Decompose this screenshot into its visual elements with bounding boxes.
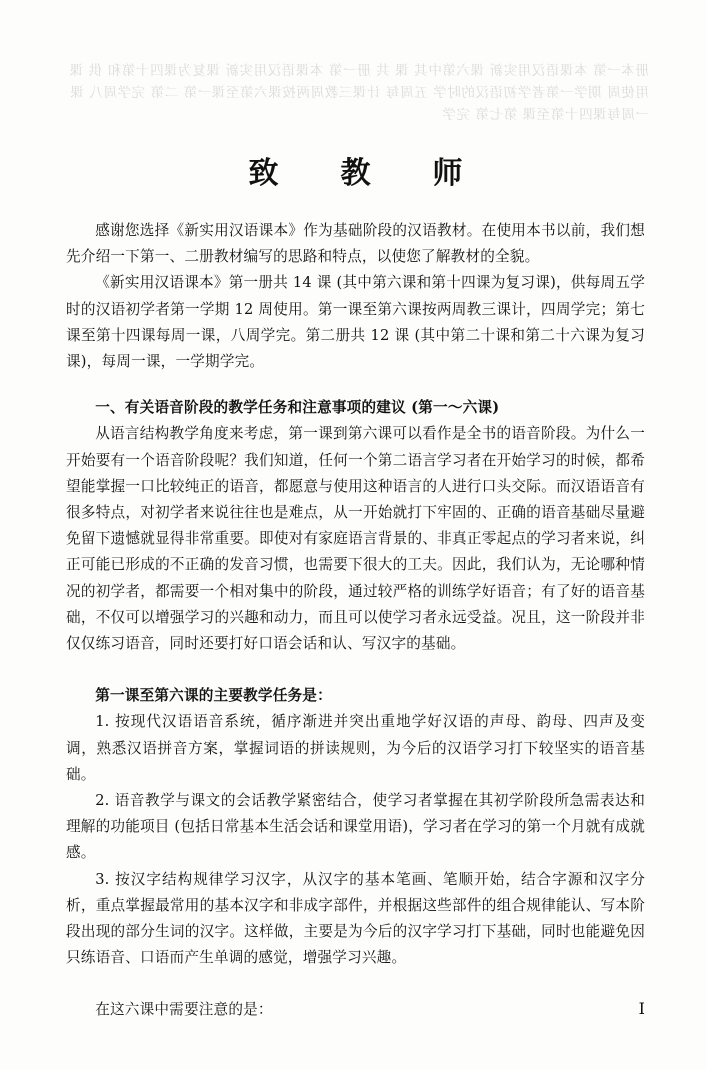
paragraph-intro-1: 感谢您选择《新实用汉语课本》作为基础阶段的汉语教材。在使用本书以前，我们想先介绍一下第一、二册教材编写的思路和特点，以使您了解教材的全貌。 — [66, 222, 645, 266]
paragraph-task-1: 1. 按现代汉语语音系统，循序渐进并突出重地学好汉语的声母、韵母、四声及变调，熟悉汉语拼音方案，掌握词语的拼读规则，为今后的汉语学习打下较坚实的语音基础。 — [66, 713, 645, 783]
spacer — [66, 375, 645, 395]
paragraph-body-1: 从语言结构教学角度来考虑，第一课到第六课可以看作是全书的语音阶段。为什么一开始要有一个语音阶段呢？我们知道，任何一个第二语言学习者在开始学习的时候，都希望能掌握一口比较纯正的语音，都愿意与使用这种语言的人进行口头交际。而汉语语音有很多特点，对初学者来说往往也是难点，从一开始就打下牢固的、正确的语音基础尽量避免留下遗憾就显得非常重要。即使对有家庭语言背景的、非真正零起点的学习者来说，纠正可能已形成的不正确的发音习惯，也需要下很大的工夫。因此，我们认为，无论哪种情况的初学者，都需要一个相对集中的阶段，通过较严格的训练学好语音；有了好的语音基础，不仅可以增强学习的兴趣和动力，而且可以使学习者永远受益。况且，这一阶段并非仅仅练习语音，同时还要打好口语会话和认、写汉字的基础。 — [66, 425, 645, 653]
spacer — [66, 657, 645, 683]
bleed-through-text: 册本一第 本课语汉用实新 课六第中其 课 共 册一第 本课语汉用实新 课复为课四十第和 供 课 用使周 期学一第者学初语汉的时学 五周每 计课三教周两按课六第至课一第 二第 完学周八 课一周每课四十第至课 第七第 完学 — [64, 63, 649, 123]
spacer — [66, 971, 645, 997]
paragraph-closing: 在这六课中需要注意的是： — [95, 1001, 273, 1019]
paragraph-task-2: 2. 语音教学与课文的会话教学紧密结合，使学习者掌握在其初学阶段所急需表达和理解的功能项目 (包括日常基本生活会话和课堂用语)，学习者在学习的第一个月就有成就感。 — [66, 792, 645, 862]
paragraph-intro-2: 《新实用汉语课本》第一册共 14 课 (其中第六课和第十四课为复习课)，供每周五学时的汉语初学者第一学期 12 周使用。第一课至第六课按两周教三课计，四周学完；第七课至第十四课每周一课，八周学完。第二册共 12 课 (其中第二十课和第二十六课为复习课)，每周一课，一学期学完。 — [66, 274, 645, 371]
paragraph-task-3: 3. 按汉字结构规律学习汉字，从汉字的基本笔画、笔顺开始，结合字源和汉字分析，重点掌握最常用的基本汉字和非成字部件，并根据这些部件的组合规律能认、写本阶段出现的部分生词的汉字。这样做，主要是为今后的汉字学习打下基础，同时也能避免因只练语音、口语而产生单调的感觉，增强学习兴趣。 — [66, 870, 645, 967]
section-heading-1: 一、有关语音阶段的教学任务和注意事项的建议 (第一～六课) — [95, 399, 500, 417]
page-title: 致 教 师 — [248, 156, 479, 191]
paragraph-tasks-lead: 第一课至第六课的主要教学任务是： — [95, 687, 332, 705]
page-number: I — [638, 999, 645, 1018]
